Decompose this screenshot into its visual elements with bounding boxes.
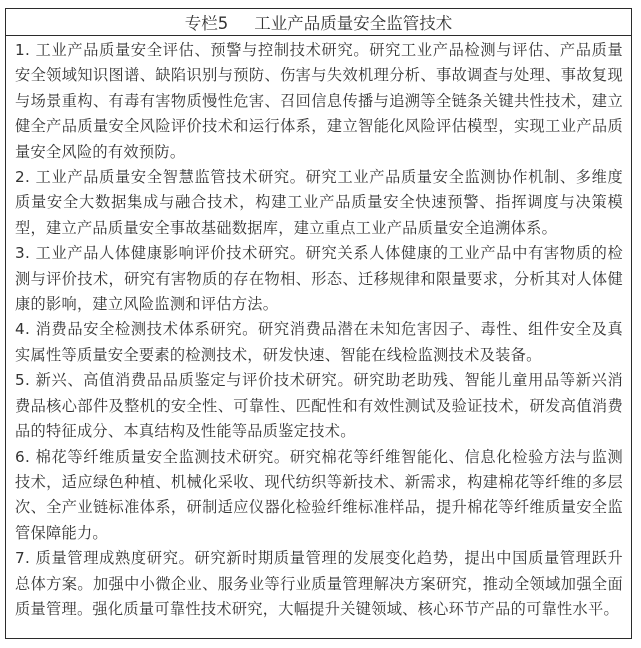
clipped-preceding-text [0, 0, 641, 6]
list-item-1: 1. 工业产品质量安全评估、预警与控制技术研究。研究工业产品检测与评估、产品质量安全领域知识图谱、缺陷识别与预防、伤害与失效机理分析、事故调查与处理、事故复现与场景重构、有毒有害物质慢性危害、召回信息传播与追溯等全链条关键共性技术，建立健全产品质量安全风险评价技术和运行体系，建立智能化风险评估模型，实现工业产品质量安全风险的有效预防。 [15, 41, 623, 161]
panel-title: 工业产品质量安全监管技术 [254, 14, 453, 33]
list-item-2: 2. 工业产品质量安全智慧监管技术研究。研究工业产品质量安全监测协作机制、多维度质量安全大数据集成与融合技术，构建工业产品质量安全快速预警、指挥调度与决策模型，建立产品质量安全事故基础数据库，建立重点工业产品质量安全追溯体系。 [15, 168, 623, 237]
panel-header [6, 9, 631, 36]
list-item-6: 6. 棉花等纤维质量安全监测技术研究。研究棉花等纤维智能化、信息化检验方法与监测技术，适应绿色种植、机械化采收、现代纺织等新技术、新需求，构建棉花等纤维的多层次、全产业链标准体系，研制适应仪器化检验纤维标准样品，提升棉花等纤维质量安全监管保障能力。 [15, 447, 623, 542]
list-item-4: 4. 消费品安全检测技术体系研究。研究消费品潜在未知危害因子、毒性、组件安全及真实属性等质量安全要素的检测技术，研发快速、智能在线检监测技术及装备。 [15, 320, 623, 364]
column-number: 专栏5 [184, 14, 229, 33]
list-item-5: 5. 新兴、高值消费品品质鉴定与评价技术研究。研究助老助残、智能儿童用品等新兴消费品核心部件及整机的安全性、可靠性、匹配性和有效性测试及验证技术，研发高值消费品的特征成分、本真结构及性能等品质鉴定技术。 [15, 371, 623, 441]
special-column-panel [5, 8, 632, 639]
panel-body [6, 36, 631, 622]
list-item-7: 7. 质量管理成熟度研究。研究新时期质量管理的发展变化趋势，提出中国质量管理跃升总体方案。加强中小微企业、服务业等行业质量管理解决方案研究，推动全领域加强全面质量管理。强化质量可靠性技术研究，大幅提升关键领域、核心环节产品的可靠性水平。 [15, 549, 623, 618]
list-item-3: 3. 工业产品人体健康影响评价技术研究。研究关系人体健康的工业产品中有害物质的检测与评价技术，研究有害物质的存在物相、形态、迁移规律和限量要求，分析其对人体健康的影响，建立风险监测和评估方法。 [15, 244, 623, 314]
